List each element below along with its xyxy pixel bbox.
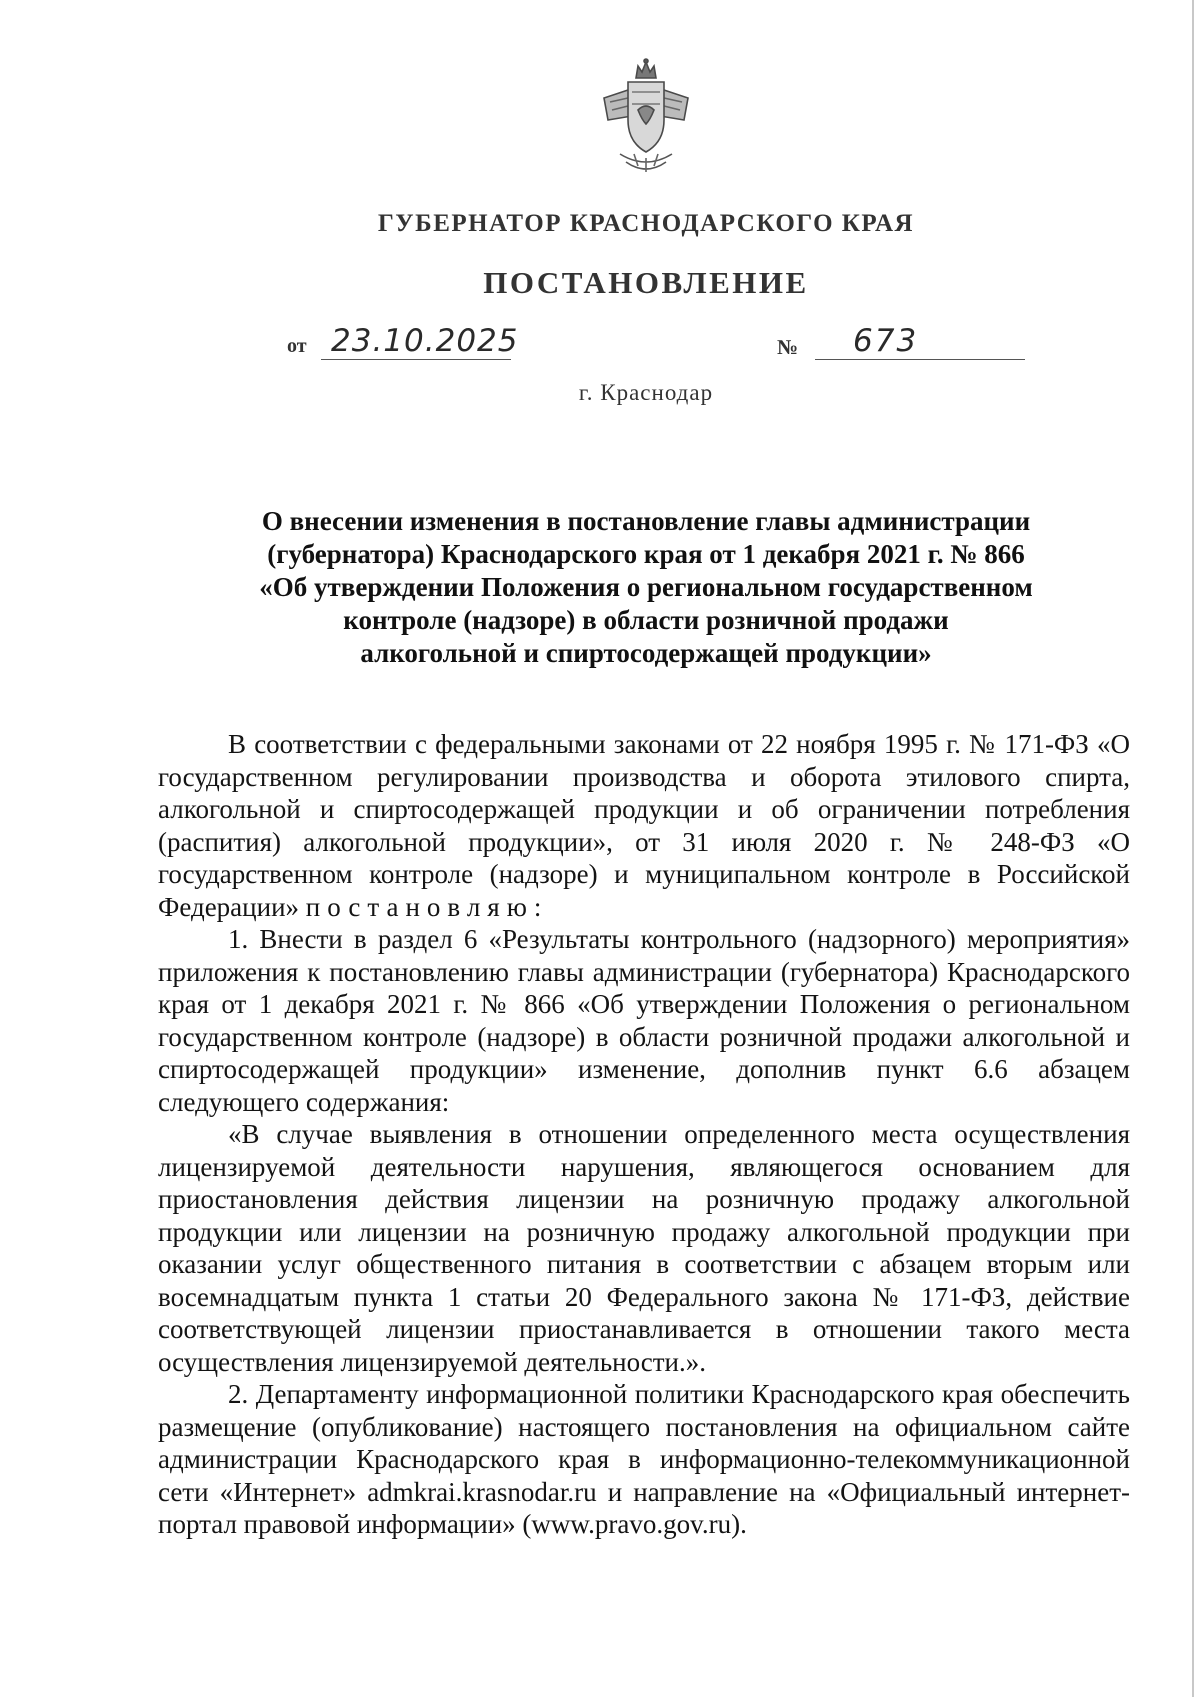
document-title [200, 505, 1092, 670]
document-date: 23.10.2025 [331, 323, 519, 359]
city: г. Краснодар [578, 380, 714, 405]
date-underline [321, 359, 511, 360]
quoted-amendment-paragraph: «В случае выявления в отношении определенного места осуществления лицензируемой деятельности нарушения, являющегося основанием для приостановления действия лицензии на розничную продажу алкогольной продукции или лицензии на розничную продажу алкогольной продукции при оказании услуг общественного питания в соответствии с абзацем вторым или восемнадцатым пункта 1 статьи 20 Федерального закона № 171-ФЗ, действие соответствующей лицензии приостанавливается в отношении такого места осуществления лицензируемой деятельности.». [158, 1119, 1130, 1377]
coat-of-arms-emblem [598, 58, 694, 180]
item-2-paragraph: 2. Департаменту информационной политики Краснодарского края обеспечить размещение (опубликование) настоящего постановления на официальном сайте администрации Краснодарского края в информационно-телекоммуникационной сети «Интернет» admkrai.krasnodar.ru и направление на «Официальный интернет-портал правовой информации» (www.pravo.gov.ru). [158, 1379, 1130, 1539]
document-body [158, 728, 1130, 1541]
decree-word: постановляю: [305, 891, 549, 922]
title-line: алкогольной и спиртосодержащей продукции» [360, 638, 932, 668]
number-sign: № [777, 335, 799, 359]
preamble-paragraph [158, 728, 1130, 923]
preamble-text: В соответствии с федеральными законами от 22 ноября 1995 г. № 171-ФЗ «О государственном регулировании производства и оборота этилового спирта, алкогольной и спиртосодержащей продукции и об ограничении потребления (распития) алкогольной продукции», от 31 июля 2020 г. № 248-ФЗ «О государственном контроле (надзоре) и муниципальном контроле в Российской Федерации» [158, 729, 1130, 922]
document-type: ПОСТАНОВЛЕНИЕ [483, 265, 809, 300]
title-line: О внесении изменения в постановление главы администрации [261, 506, 1031, 536]
title-line: (губернатора) Краснодарского края от 1 декабря 2021 г. № 866 [267, 539, 1025, 569]
title-line: «Об утверждении Положения о региональном государственном [259, 572, 1033, 602]
scan-edge [1192, 0, 1194, 1697]
date-prefix: от [287, 335, 307, 357]
date-number-row [287, 323, 1027, 363]
item-1-paragraph: 1. Внести в раздел 6 «Результаты контрольного (надзорного) мероприятия» приложения к постановлению главы администрации (губернатора) Краснодарского края от 1 декабря 2021 г. № 866 «Об утверждении Положения о региональном государственном контроле (надзоре) в области розничной продажи алкогольной и спиртосодержащей продукции» изменение, дополнив пункт 6.6 абзацем следующего содержания: [158, 924, 1130, 1117]
document-number: 673 [853, 323, 919, 359]
title-line: контроле (надзоре) в области розничной продажи [343, 605, 949, 635]
number-underline [815, 359, 1025, 360]
issuing-authority: ГУБЕРНАТОР КРАСНОДАРСКОГО КРАЯ [377, 210, 915, 237]
